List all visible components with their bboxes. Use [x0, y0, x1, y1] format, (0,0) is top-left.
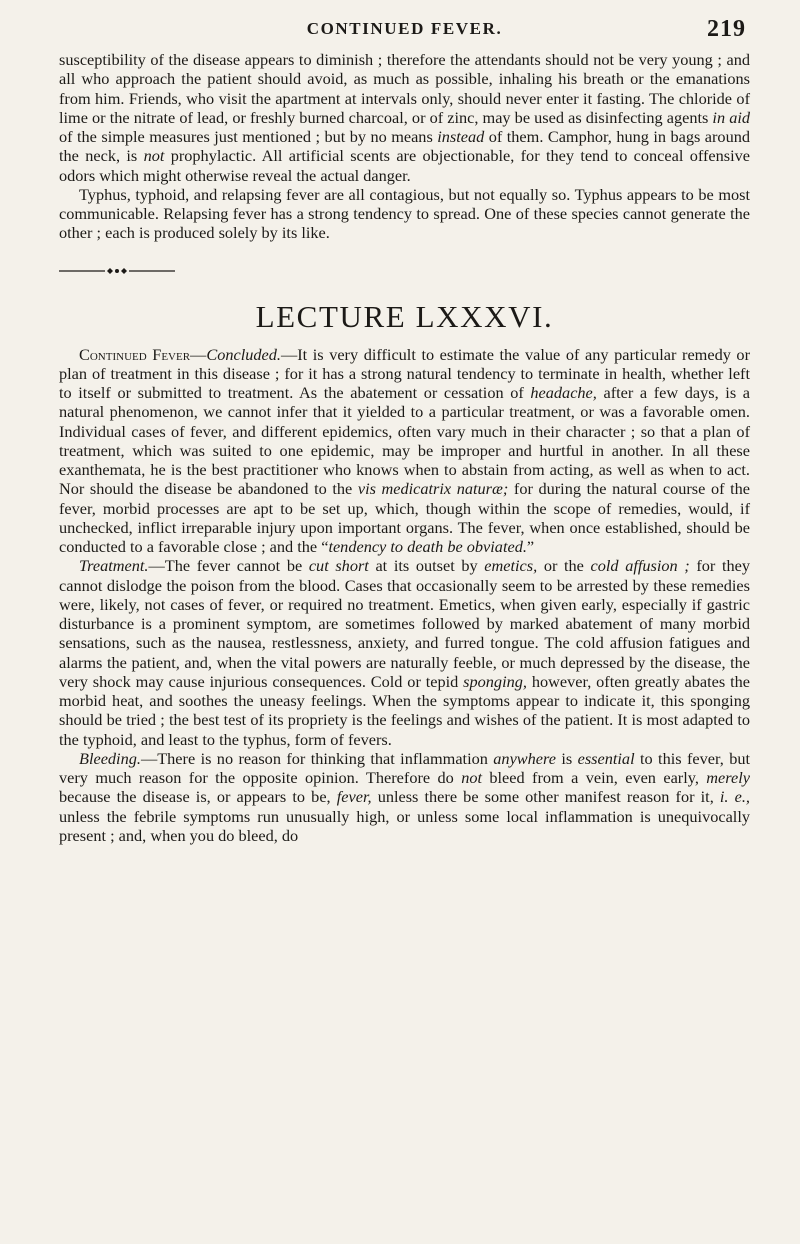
- paragraph-contagion: Typhus, typhoid, and relapsing fever are all contagious, but not equally so. Typhus appears to be most communicable. Relapsing fever has a strong tendency to spread. One of these species cannot generate the other ; each is produced solely by its like.: [59, 184, 750, 243]
- subsection-heading-bleeding: Bleeding.: [79, 748, 141, 768]
- running-head: CONTINUED FEVER.: [306, 19, 503, 38]
- subsection-heading-treatment: Treatment.: [79, 556, 149, 576]
- page-number: 219: [707, 16, 746, 42]
- paragraph-continued-fever: Continued Fever—Concluded.—It is very difficult to estimate the value of any particular remedy or plan of treatment in this disease ; for it has a strong natural tendency to terminate in health, whether left to itself or submitted to treatment. As the abatement or cessation of headache, after a few days, is a natural phenomenon, we cannot infer that it yielded to a particular treatment, or was a favorable omen. Individual cases of fever, and different epidemics, often vary much in their character ; so that a plan of treatment, which was suited to one epidemic, may be improper and hurtful in another. In all these exanthemata, he is the best practitioner who knows when to abstain from acting, as well as when to act. Nor should the disease be abandoned to the vis medicatrix naturæ; for during the natural course of the fever, morbid processes are apt to be set up, which, though within the scope of remedies, would, if unchecked, inflict irreparable injury upon important organs. The fever, when once established, should be conducted to a favorable close ; and the “tendency to death be obviated.”: [59, 344, 751, 556]
- paragraph-treatment: Treatment.—The fever cannot be cut short at its outset by emetics, or the cold affusion ; for they cannot dislodge the poison from the blood. Cases that occasionally seem to be arrested by these remedies were, likely, not cases of fever, or required no treatment. Emetics, when given early, especially if gastric disturbance is a prominent symptom, are sometimes followed by marked abatement of many morbid sensations, such as the nausea, restlessness, anxiety, and furred tongue. The cold affusion fatigues and alarms the patient, and, when the vital powers are naturally feeble, or much depressed by the disease, the very shock may cause injurious consequences. Cold or tepid sponging, however, often greatly abates the morbid heat, and soothes the uneasy feelings. When the symptoms appear to indicate it, this sponging should be tried ; the best test of its propriety is the feelings and wishes of the patient. It is most adapted to the typhoid, and least to the typhus, form of fevers.: [59, 556, 751, 749]
- page-header: [59, 16, 750, 50]
- paragraph-prophylaxis: susceptibility of the disease appears to diminish ; therefore the attendants should not be very young ; and all who approach the patient should avoid, as much as possible, inhaling his breath or the emanations from him. Friends, who visit the apartment at intervals only, should never enter it fasting. The chloride of lime or the nitrate of lead, or freshly burned charcoal, or of zinc, may be used as disinfecting agents in aid of the simple measures just mentioned ; but by no means instead of them. Camphor, hung in bags around the neck, is not prophylactic. All artificial scents are objectionable, for they tend to conceal offensive odors which might otherwise reveal the actual danger.: [59, 50, 750, 185]
- section-heading: Continued Fever: [79, 344, 191, 364]
- lecture-title: LECTURE LXXXVI.: [255, 298, 554, 334]
- paragraph-bleeding: Bleeding.—There is no reason for thinking that inflammation anywhere is essential to this fever, but very much reason for the opposite opinion. Therefore do not bleed from a vein, even early, merely because the disease is, or appears to be, fever, unless there be some other manifest reason for it, i. e., unless the febrile symptoms run unusually high, or unless some local inflammation is unequivocally present ; and, when you do bleed, do: [59, 748, 750, 845]
- section-divider-ornament: [59, 268, 175, 274]
